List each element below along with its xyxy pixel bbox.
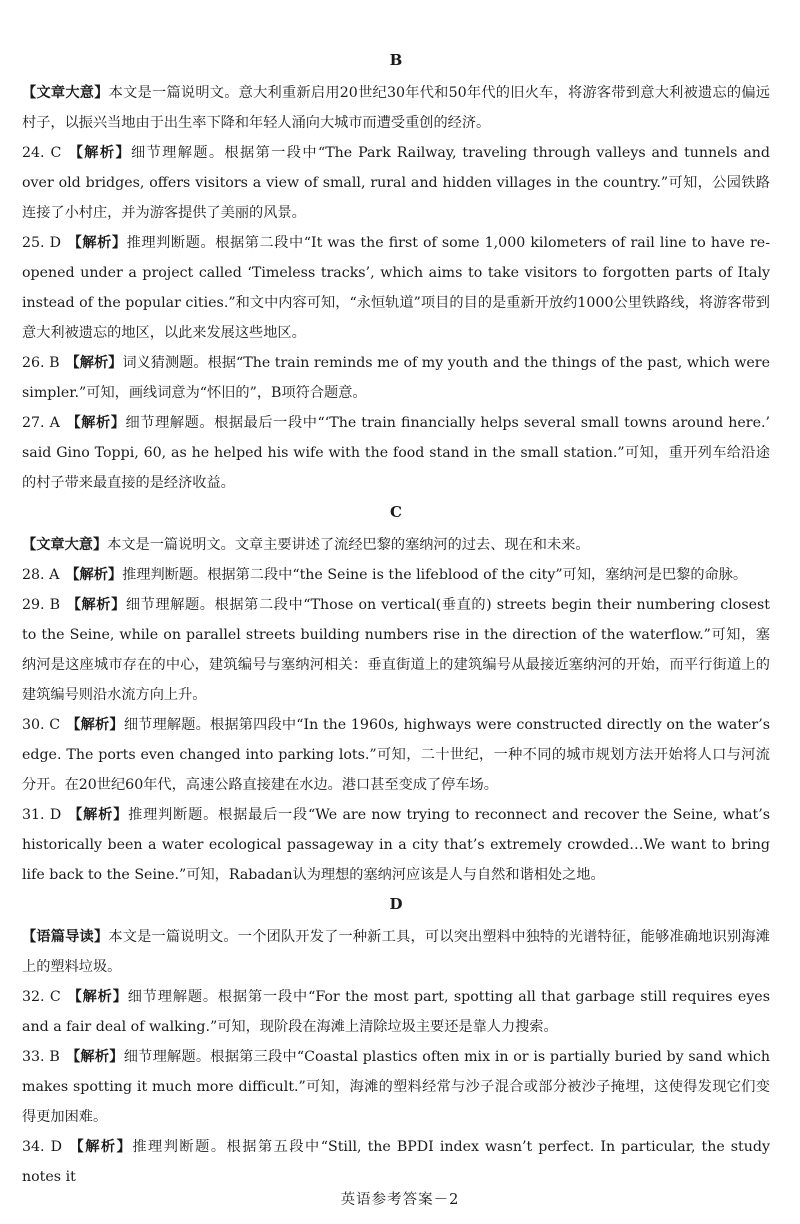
answer-item: [22, 710, 770, 800]
analysis-text: 推理判断题。根据最后一段“We are now trying to reconnect and recover the Seine, what’s historically been a water ecological passageway in a city that’s extremely crowded…We want to bring life back to the Seine.”可知，Rabadan认为理想的塞纳河应该是人与自然和谐相处之地。: [22, 807, 770, 883]
answer-item: [22, 982, 770, 1042]
answer-item: [22, 228, 770, 348]
summary-text: 本文是一篇说明文。意大利重新启用20世纪30年代和50年代的旧火车，将游客带到意大利被遗忘的偏远村子，以振兴当地由于出生率下降和年轻人涌向大城市而遭受重创的经济。: [22, 85, 770, 131]
analysis-tag: 【解析】: [66, 989, 128, 1005]
analysis-text: 细节理解题。根据第一段中“For the most part, spotting all that garbage still requires eyes and a fair deal of walking.”可知，现阶段在海滩上清除垃圾主要还是靠人力搜索。: [22, 989, 770, 1035]
analysis-text: 细节理解题。根据第三段中“Coastal plastics often mix in or is partially buried by sand which makes spotting it much more difficult.”可知，海滩的塑料经常与沙子混合或部分被沙子掩埋，这使得发现它们变得更加困难。: [22, 1049, 770, 1125]
section-letter: D: [389, 895, 403, 913]
summary-tag: 【文章大意】: [22, 537, 108, 553]
summary-text: 本文是一篇说明文。文章主要讲述了流经巴黎的塞纳河的过去、现在和未来。: [107, 537, 590, 553]
answer-item: [22, 138, 770, 228]
analysis-text: 细节理解题。根据最后一段中“‘The train financially helps several small towns around here.’ said Gino Toppi, 60, as he helped his wife with the food stand in the small station.”可知，重开列车给沿途的村子带来最直接的是经济收益。: [22, 415, 770, 491]
analysis-text: 推理判断题。根据第五段中“Still, the BPDI index wasn’t perfect. In particular, the study notes it: [22, 1139, 770, 1185]
answer-number: 25. D: [22, 235, 62, 251]
analysis-tag: 【解析】: [67, 1139, 133, 1155]
analysis-tag: 【解析】: [65, 567, 123, 583]
answer-number: 28. A: [22, 567, 60, 583]
summary-text: 本文是一篇说明文。一个团队开发了一种新工具，可以突出塑料中独特的光谱特征，能够准确地识别海滩上的塑料垃圾。: [22, 929, 770, 975]
article-summary: [22, 530, 770, 560]
section-d: [22, 894, 770, 1192]
analysis-tag: 【解析】: [65, 1049, 124, 1065]
summary-tag: 【语篇导读】: [22, 929, 109, 945]
analysis-tag: 【解析】: [65, 415, 126, 431]
analysis-tag: 【解析】: [66, 717, 124, 733]
answer-number: 30. C: [22, 717, 61, 733]
analysis-tag: 【解析】: [67, 807, 129, 823]
answer-number: 27. A: [22, 415, 60, 431]
article-summary: [22, 922, 770, 982]
answer-number: 33. B: [22, 1049, 60, 1065]
article-summary: [22, 78, 770, 138]
section-letter: B: [389, 51, 403, 69]
answer-item: [22, 590, 770, 710]
section-b: [22, 50, 770, 498]
analysis-text: 细节理解题。根据第四段中“In the 1960s, highways were constructed directly on the water’s edge. The ports even changed into parking lots.”可知，二十世纪，一种不同的城市规划方法开始将人口与河流分开。在20世纪60年代，高速公路直接建在水边。港口甚至变成了停车场。: [22, 717, 771, 793]
analysis-text: 细节理解题。根据第二段中“Those on vertical(垂直的) streets begin their numbering closest to the Seine, while on parallel streets building numbers rise in the direction of the waterflow.”可知，塞纳河是这座城市存在的中心，建筑编号与塞纳河相关：垂直街道上的建筑编号从最接近塞纳河的开始，而平行街道上的建筑编号则沿水流方向上升。: [22, 597, 770, 703]
answer-item: [22, 800, 770, 890]
answer-item: [22, 1132, 770, 1192]
answer-number: 31. D: [22, 807, 62, 823]
section-letter: C: [390, 503, 402, 521]
answer-number: 26. B: [22, 355, 60, 371]
answer-item: [22, 1042, 770, 1132]
analysis-text: 词义猜测题。根据“The train reminds me of my youth and the things of the past, which were simpler.”可知，画线词意为“怀旧的”，B项符合题意。: [22, 355, 770, 401]
analysis-tag: 【解析】: [67, 235, 127, 251]
answer-number: 34. D: [22, 1139, 62, 1155]
analysis-text: 推理判断题。根据第二段中“It was the first of some 1,000 kilometers of rail line to have re-opened under a project called ‘Timeless tracks’, which aims to take visitors to forgotten parts of Italy instead of the popular cities.”和文中内容可知，“永恒轨道”项目的目的是重新开放约1000公里铁路线，将游客带到意大利被遗忘的地区，以此来发展这些地区。: [22, 235, 770, 341]
answer-number: 24. C: [22, 145, 62, 161]
answer-number: 29. B: [22, 597, 61, 613]
analysis-tag: 【解析】: [67, 145, 132, 161]
section-c: [22, 502, 770, 890]
answer-item: [22, 560, 770, 590]
answer-item: [22, 408, 770, 498]
analysis-tag: 【解析】: [65, 355, 123, 371]
analysis-tag: 【解析】: [66, 597, 126, 613]
analysis-text: 推理判断题。根据第二段中“the Seine is the lifeblood of the city”可知，塞纳河是巴黎的命脉。: [122, 567, 748, 583]
page-footer: 英语参考答案－2: [340, 1192, 460, 1208]
analysis-text: 细节理解题。根据第一段中“The Park Railway, traveling through valleys and tunnels and over old bridges, offers visitors a view of small, rural and hidden villages in the country.”可知，公园铁路连接了小村庄，并为游客提供了美丽的风景。: [22, 145, 770, 221]
summary-tag: 【文章大意】: [22, 85, 109, 101]
answer-number: 32. C: [22, 989, 61, 1005]
answer-item: [22, 348, 770, 408]
